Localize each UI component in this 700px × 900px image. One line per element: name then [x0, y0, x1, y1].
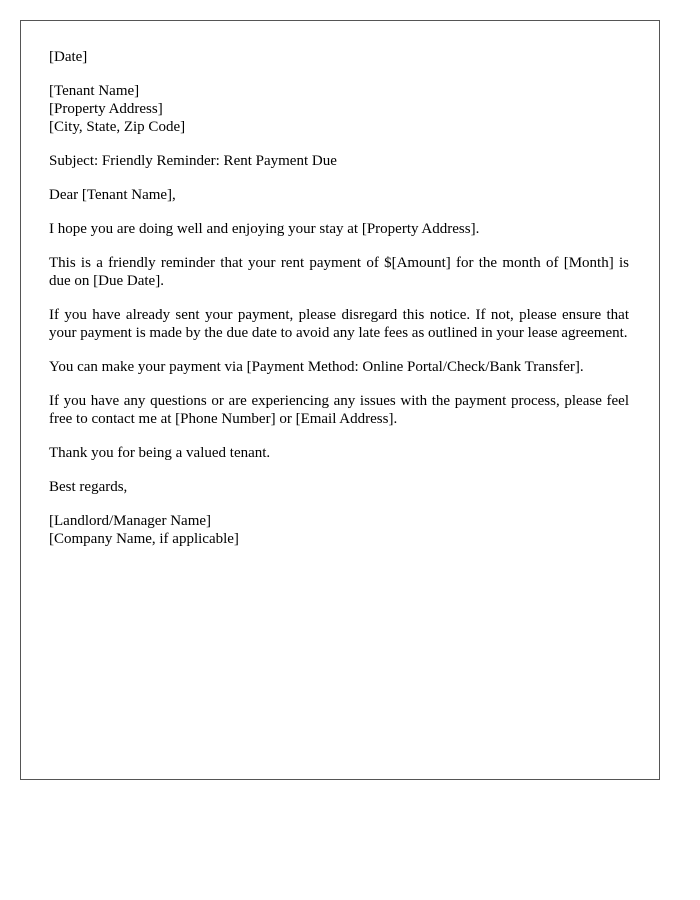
recipient-city-state-zip: [City, State, Zip Code]	[49, 119, 186, 135]
body-paragraph-contact: If you have any questions or are experiencing any issues with the payment process, please feel free to contact me at [Phone Number] or [Email Address].	[49, 393, 629, 427]
letter-subject: Subject: Friendly Reminder: Rent Payment Due	[49, 153, 337, 169]
letter-date: [Date]	[49, 49, 88, 65]
letter-content	[49, 48, 629, 564]
letter-closing: Best regards,	[49, 479, 128, 495]
recipient-name: [Tenant Name]	[49, 83, 140, 99]
signature-name: [Landlord/Manager Name]	[49, 513, 212, 529]
body-paragraph-payment-method: You can make your payment via [Payment Method: Online Portal/Check/Bank Transfer].	[49, 359, 584, 375]
body-paragraph-disregard: If you have already sent your payment, please disregard this notice. If not, please ensure that your payment is made by the due date to avoid any late fees as outlined in your lease agreement.	[49, 307, 629, 341]
body-paragraph-greeting: I hope you are doing well and enjoying your stay at [Property Address].	[49, 221, 480, 237]
signature-block	[49, 512, 629, 548]
letter-salutation: Dear [Tenant Name],	[49, 187, 176, 203]
letter-page	[20, 20, 660, 780]
signature-company: [Company Name, if applicable]	[49, 531, 239, 547]
recipient-block	[49, 82, 629, 136]
body-paragraph-thanks: Thank you for being a valued tenant.	[49, 445, 271, 461]
recipient-address: [Property Address]	[49, 101, 163, 117]
body-paragraph-reminder: This is a friendly reminder that your rent payment of $[Amount] for the month of [Month] is due on [Due Date].	[49, 255, 629, 289]
